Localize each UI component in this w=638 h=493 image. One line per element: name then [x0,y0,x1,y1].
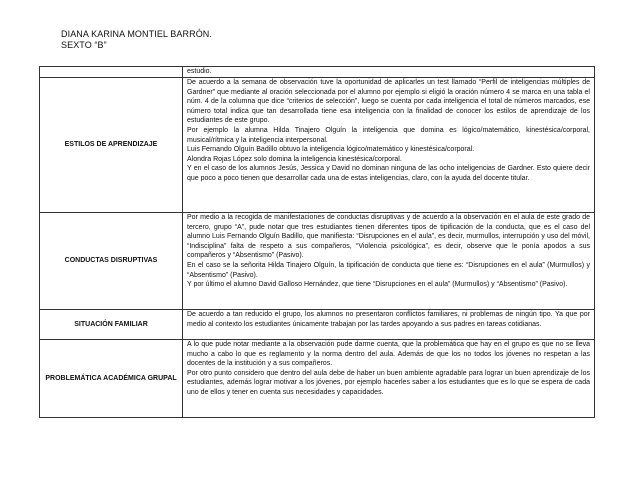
row-label [40,67,183,78]
observation-table [39,66,595,418]
paragraph: Por otro punto considero que dentro del aula debe de haber un buen ambiente agradable para lograr un buen aprendizaje de los estudiantes, además lograr motivar a los jóvenes, por ejemplo hacerles saber a los estudiantes que es lo que se espera de cada uno de ellos y tener en cuenta sus necesidades y capacidades. [187,369,590,396]
paragraph: En el caso se la señorita Hilda Tinajero Olguín, la tipificación de conducta que tiene es: “Disrupciones en el aula” (Murmullos) y “Absentismo” (Pasivo). [187,261,590,279]
paragraph: De acuerdo a tan reducido el grupo, los alumnos no presentaron conflictos familiares, ni problemas de ningún tipo. Ya que por medio al contexto los estudiantes únicamente trabajan por las tardes apoyando a sus padres en tareas cotidianas. [187,311,590,328]
paragraph: Por ejemplo la alumna Hilda Tinajero Olguín la inteligencia que domina es lógico/matemático, kinestésica/corporal, musical/rítmica y la inteligencia interpersonal. [187,126,590,144]
paragraph: Por medio a la recogida de manifestaciones de conductas disruptivas y de acuerdo a la observación en el aula de este grado de tercero, grupo “A”, pude notar que tres estudiantes tienen diferentes tipos de tipificación de la conducta, que es el caso del alumno Luis Fernando Olguín Badillo, que manifiesta: “Disrupciones en el aula”, es decir, murmullos, interrupción y uso del móvil, “Indisciplina” falta de respeto a sus compañeros, “Violencia psicológica”, es decir, observe que le ponía apodos a sus compañeros y “Absentismo” (Pasivo). [187,214,590,260]
row-content [183,213,595,310]
row-label: PROBLEMÁTICA ACADÉMICA GRUPAL [40,340,183,418]
row-content [183,340,595,418]
group-label: SEXTO “B” [61,40,107,50]
row-content [183,78,595,213]
paragraph: Luis Fernando Olguín Badillo obtuvo la inteligencia lógico/matemático y kinestésica/corporal. [187,146,475,154]
row-content [183,67,595,78]
row-label: SITUACIÓN FAMILIAR [40,310,183,340]
table-row [40,67,595,78]
table-row [40,340,595,418]
paragraph: De acuerdo a la semana de observación tuve la oportunidad de aplicarles un test llamado “Perfil de inteligencias múltiples de Gardner” que mediante al oración seleccionada por el alumno por ejemplo si eligió la oración número 4 se marca en una tabla el núm. 4 de la columna que dice “criterios de selección”, luego se cuenta por cada inteligencia el total de números marcados, ese número total indica que tan desarrollada tiene esa inteligencia con la finalidad de conocer los estilos de aprendizaje de los estudiantes de este grupo. [187,79,590,125]
paragraph: A lo que pude notar mediante a la observación pude darme cuenta, que la problemática que hay en el grupo es que no se lleva mucho a cabo lo que es reglamento y la norma dentro del aula. Además de que los no todos los jóvenes no respetan a las docentes de la institución y a sus compañeros. [187,341,590,368]
author-name: DIANA KARINA MONTIEL BARRÓN. [61,29,212,39]
row-label: CONDUCTAS DISRUPTIVAS [40,213,183,310]
paragraph: Alondra Rojas López solo domina la inteligencia kinestésica/corporal. [187,155,402,163]
paragraph: estudio. [187,68,212,75]
paragraph: Y en el caso de los alumnos Jesús, Jessica y David no dominan ninguna de las ocho inteligencias de Gardner. Esto quiere decir que poco a poco tienen que desarrollar cada una de estas inteligencias, claro, con la ayuda del docente titular. [187,165,590,182]
paragraph: Y por último el alumno David Galloso Hernández, que tiene “Disrupciones en el aula” (Murmullos) y “Absentismo” (Pasivo). [187,281,568,289]
row-content [183,310,595,340]
table-row [40,310,595,340]
row-label: ESTILOS DE APRENDIZAJE [40,78,183,213]
table-row [40,78,595,213]
table-row [40,213,595,310]
document-header [61,29,212,51]
